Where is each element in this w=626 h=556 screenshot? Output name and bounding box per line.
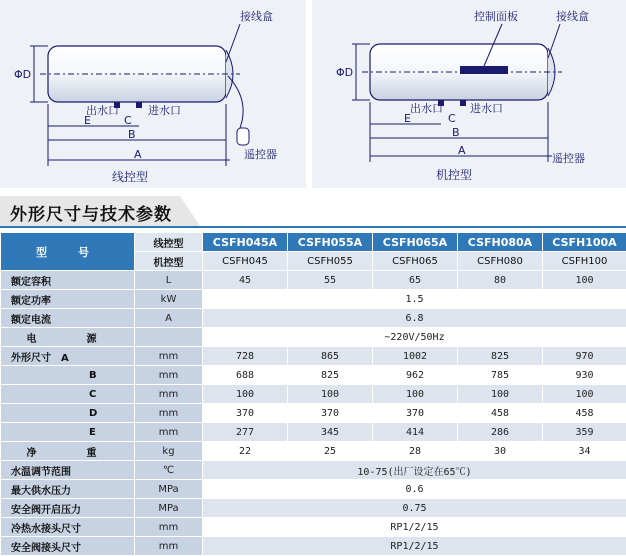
- dim-c-row: [1, 385, 626, 404]
- wire-model-2: CSFH055A: [288, 233, 373, 252]
- cell: 970: [543, 347, 626, 366]
- row-unit: MPa: [135, 480, 203, 499]
- cell: 100: [543, 385, 626, 404]
- wire-model-5: CSFH100A: [543, 233, 626, 252]
- cell: 10-75(出厂设定在65℃): [203, 461, 626, 480]
- cell: 359: [543, 423, 626, 442]
- cell: 865: [288, 347, 373, 366]
- row-unit-empty: [135, 328, 203, 347]
- section-title: 外形尺寸与技术参数: [10, 200, 172, 225]
- row-unit: mm: [135, 518, 203, 537]
- weight-row: [1, 442, 626, 461]
- cell: 0.6: [203, 480, 626, 499]
- cell: 65: [373, 271, 458, 290]
- remote-label: 遥控器: [244, 146, 277, 162]
- spec-table: [0, 232, 626, 556]
- machine-model-4: CSFH080: [458, 252, 543, 271]
- cell: 55: [288, 271, 373, 290]
- cell: 100: [203, 385, 288, 404]
- cell: 6.8: [203, 309, 626, 328]
- valve-pressure-row: [1, 499, 626, 518]
- header-row-wire: [1, 233, 626, 252]
- cell: 728: [203, 347, 288, 366]
- power-row: [1, 290, 626, 309]
- machine-model-5: CSFH100: [543, 252, 626, 271]
- cell: 100: [458, 385, 543, 404]
- cell: 1.5: [203, 290, 626, 309]
- row-label: C: [1, 385, 135, 404]
- cell: 34: [543, 442, 626, 461]
- wire-control-caption: 线控型: [112, 168, 148, 185]
- row-unit: mm: [135, 347, 203, 366]
- machine-type-label: 机控型: [135, 252, 203, 271]
- row-label: E: [1, 423, 135, 442]
- dim-b-row: [1, 366, 626, 385]
- cell: 286: [458, 423, 543, 442]
- dim-e-label: E: [404, 112, 411, 125]
- supply-row: [1, 328, 626, 347]
- row-unit: ℃: [135, 461, 203, 480]
- row-label: 电 源: [1, 328, 135, 347]
- junction-box-label: 接线盒: [240, 8, 273, 24]
- wire-model-3: CSFH065A: [373, 233, 458, 252]
- inlet-label: 进水口: [148, 102, 181, 118]
- row-unit: A: [135, 309, 203, 328]
- model-header: 型 号: [1, 233, 135, 271]
- dim-c-label: C: [448, 112, 456, 125]
- cell: RP1/2/15: [203, 518, 626, 537]
- row-label: 水温调节范围: [1, 461, 135, 480]
- cell: 30: [458, 442, 543, 461]
- machine-control-diagram: [312, 0, 626, 188]
- cell: 370: [203, 404, 288, 423]
- row-unit: kg: [135, 442, 203, 461]
- dim-d-row: [1, 404, 626, 423]
- row-label: B: [1, 366, 135, 385]
- section-underline: [0, 226, 626, 228]
- machine-control-caption: 机控型: [436, 166, 472, 183]
- row-label: 安全阀开启压力: [1, 499, 135, 518]
- dim-a-label: A: [134, 148, 142, 161]
- cell: 825: [288, 366, 373, 385]
- outlet-label: 出水口: [410, 100, 443, 116]
- row-label: 额定电流: [1, 309, 135, 328]
- machine-model-2: CSFH055: [288, 252, 373, 271]
- cell: 458: [543, 404, 626, 423]
- row-label: 净 重: [1, 442, 135, 461]
- dim-b-label: B: [452, 126, 460, 139]
- dim-b-label: B: [128, 128, 136, 141]
- cell: 370: [288, 404, 373, 423]
- row-label: 额定容积: [1, 271, 135, 290]
- cell: 785: [458, 366, 543, 385]
- cell: 345: [288, 423, 373, 442]
- cell: 277: [203, 423, 288, 442]
- inlet-label: 进水口: [470, 100, 503, 116]
- row-unit: kW: [135, 290, 203, 309]
- control-panel-label: 控制面板: [474, 8, 518, 24]
- row-unit: mm: [135, 366, 203, 385]
- cell: 414: [373, 423, 458, 442]
- outlet-label: 出水口: [86, 102, 119, 118]
- row-unit: mm: [135, 385, 203, 404]
- row-label: D: [1, 404, 135, 423]
- machine-model-1: CSFH045: [203, 252, 288, 271]
- dim-e-row: [1, 423, 626, 442]
- cell: 45: [203, 271, 288, 290]
- cell: 100: [543, 271, 626, 290]
- cell: 100: [288, 385, 373, 404]
- section-header: [0, 196, 626, 230]
- cell: 25: [288, 442, 373, 461]
- row-unit: mm: [135, 423, 203, 442]
- row-label: 额定功率: [1, 290, 135, 309]
- junction-box-label: 接线盒: [556, 8, 589, 24]
- row-label: 外形尺寸 A: [1, 347, 135, 366]
- cell: ~220V/50Hz: [203, 328, 626, 347]
- wire-model-4: CSFH080A: [458, 233, 543, 252]
- cell: 1002: [373, 347, 458, 366]
- capacity-row: [1, 271, 626, 290]
- remote-label: 遥控器: [552, 150, 585, 166]
- cell: 80: [458, 271, 543, 290]
- row-unit: mm: [135, 404, 203, 423]
- max-pressure-row: [1, 480, 626, 499]
- cell: 458: [458, 404, 543, 423]
- cell: 962: [373, 366, 458, 385]
- cell: 825: [458, 347, 543, 366]
- cell: 0.75: [203, 499, 626, 518]
- dim-c-label: C: [124, 114, 132, 127]
- cell: 100: [373, 385, 458, 404]
- cell: 28: [373, 442, 458, 461]
- row-unit: L: [135, 271, 203, 290]
- temp-row: [1, 461, 626, 480]
- pipe-size-row: [1, 518, 626, 537]
- dim-a-label: A: [458, 144, 466, 157]
- row-label: 冷热水接头尺寸: [1, 518, 135, 537]
- cell: RP1/2/15: [203, 537, 626, 556]
- row-label: 最大供水压力: [1, 480, 135, 499]
- row-label: 安全阀接头尺寸: [1, 537, 135, 556]
- current-row: [1, 309, 626, 328]
- cell: 688: [203, 366, 288, 385]
- wire-type-label: 线控型: [135, 233, 203, 252]
- cell: 22: [203, 442, 288, 461]
- valve-size-row: [1, 537, 626, 556]
- cell: 370: [373, 404, 458, 423]
- dim-e-label: E: [84, 114, 91, 127]
- wire-model-1: CSFH045A: [203, 233, 288, 252]
- diameter-label: ΦD: [14, 68, 31, 81]
- cell: 930: [543, 366, 626, 385]
- dim-a-row: [1, 347, 626, 366]
- row-unit: mm: [135, 537, 203, 556]
- wire-control-diagram: [0, 0, 306, 188]
- machine-model-3: CSFH065: [373, 252, 458, 271]
- row-unit: MPa: [135, 499, 203, 518]
- diameter-label: ΦD: [336, 66, 353, 79]
